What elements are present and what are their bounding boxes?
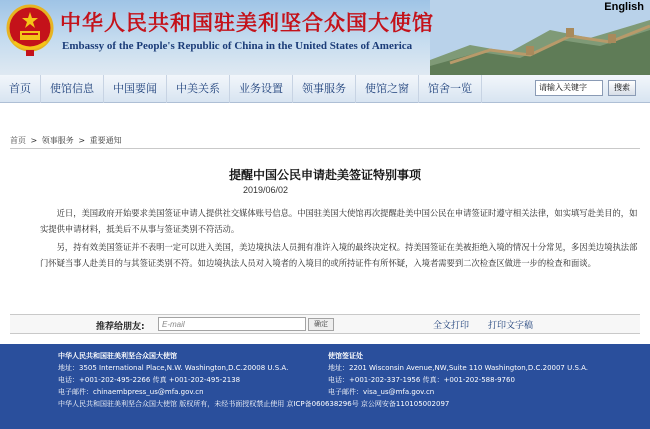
nav-item-services[interactable]: 业务设置: [230, 75, 293, 103]
footer-embassy-info: [58, 350, 288, 398]
search-button[interactable]: 搜索: [608, 80, 636, 96]
site-header: [0, 0, 650, 75]
footer-visa-phone: 电话：+001-202-337-1956 传真：+001-202-588-9760: [328, 376, 515, 384]
divider: [10, 148, 640, 149]
print-text-link[interactable]: 打印文字稿: [488, 321, 534, 331]
nav-item-china-us-relations[interactable]: 中美关系: [167, 75, 230, 103]
footer-embassy-address: 地址：3505 International Place,N.W. Washington,D.C.20008 U.S.A.: [58, 364, 289, 372]
embassy-title-cn: 中华人民共和国驻美利坚合众国大使馆: [60, 10, 434, 35]
english-language-link[interactable]: English: [604, 1, 644, 13]
email-field[interactable]: E-mail: [158, 317, 306, 331]
footer-copyright: 中华人民共和国驻美利坚合众国大使馆 版权所有，未经书面授权禁止使用 京ICP备060638296号 京公网安备110105002097: [58, 400, 450, 408]
nav-item-embassy-window[interactable]: 使馆之窗: [356, 75, 419, 103]
footer-embassy-email: 电子邮件：chinaembpress_us@mfa.gov.cn: [58, 388, 204, 396]
footer-visa-info: [328, 350, 588, 398]
article-paragraph: 另，持有效美国签证并不表明一定可以进入美国，美边境执法人员拥有准许入境的最终决定权。持美国签证在美被拒绝入境的情况十分常见，多因美边境执法部门怀疑当事人赴美目的与其签证类别不符。如边境执法人员对入境者的入境目的或所持证件有所怀疑，入境者需要到二次检查区做进一步的检查和面谈。: [40, 242, 638, 268]
breadcrumb-consular-services[interactable]: 领事服务: [41, 136, 74, 145]
breadcrumb-home[interactable]: 首页: [10, 136, 26, 145]
nav-item-consular-services[interactable]: 领事服务: [293, 75, 356, 103]
recommend-label: 推荐给朋友:: [96, 322, 145, 332]
print-full-link[interactable]: 全文打印: [433, 321, 470, 331]
nav-item-home[interactable]: 首页: [0, 75, 41, 103]
breadcrumb-important-notice[interactable]: 重要通知: [89, 136, 122, 145]
breadcrumb-separator: >: [30, 136, 38, 145]
footer-visa-address: 地址：2201 Wisconsin Avenue,NW,Suite 110 Washington,D.C.20007 U.S.A.: [328, 364, 589, 372]
nav-item-premises[interactable]: 馆舍一览: [419, 75, 482, 103]
site-footer: [0, 344, 650, 429]
footer-embassy-name: 中华人民共和国驻美利坚合众国大使馆: [58, 352, 177, 360]
recommend-bar: [10, 314, 640, 334]
breadcrumb-separator: >: [78, 136, 86, 145]
footer-visa-email: 电子邮件：visa_us@mfa.gov.cn: [328, 388, 435, 396]
national-emblem-icon: [6, 4, 54, 58]
breadcrumb: [10, 135, 122, 146]
nav-item-china-news[interactable]: 中国要闻: [104, 75, 167, 103]
footer-embassy-phone: 电话：+001-202-495-2266 传真 +001-202-495-2138: [58, 376, 241, 384]
confirm-button[interactable]: 确定: [308, 318, 334, 331]
nav-item-embassy-info[interactable]: 使馆信息: [41, 75, 104, 103]
search-input[interactable]: 请输入关键字: [535, 80, 603, 96]
article-title: 提醒中国公民申请赴美签证特别事项: [228, 168, 421, 182]
article-body: [40, 206, 640, 274]
article-date: 2019/06/02: [243, 185, 289, 195]
embassy-title-en: Embassy of the People's Republic of China in the United States of America: [62, 40, 413, 52]
footer-visa-name: 使馆签证处: [328, 352, 363, 360]
article-paragraph: 近日，美国政府开始要求美国签证申请人提供社交媒体账号信息。中国驻美国大使馆再次提醒赴美中国公民在申请签证时遵守相关法律，如实填写赴美目的，如实提供申请材料，抵美后不从事与签证类别不符活动。: [40, 208, 638, 234]
